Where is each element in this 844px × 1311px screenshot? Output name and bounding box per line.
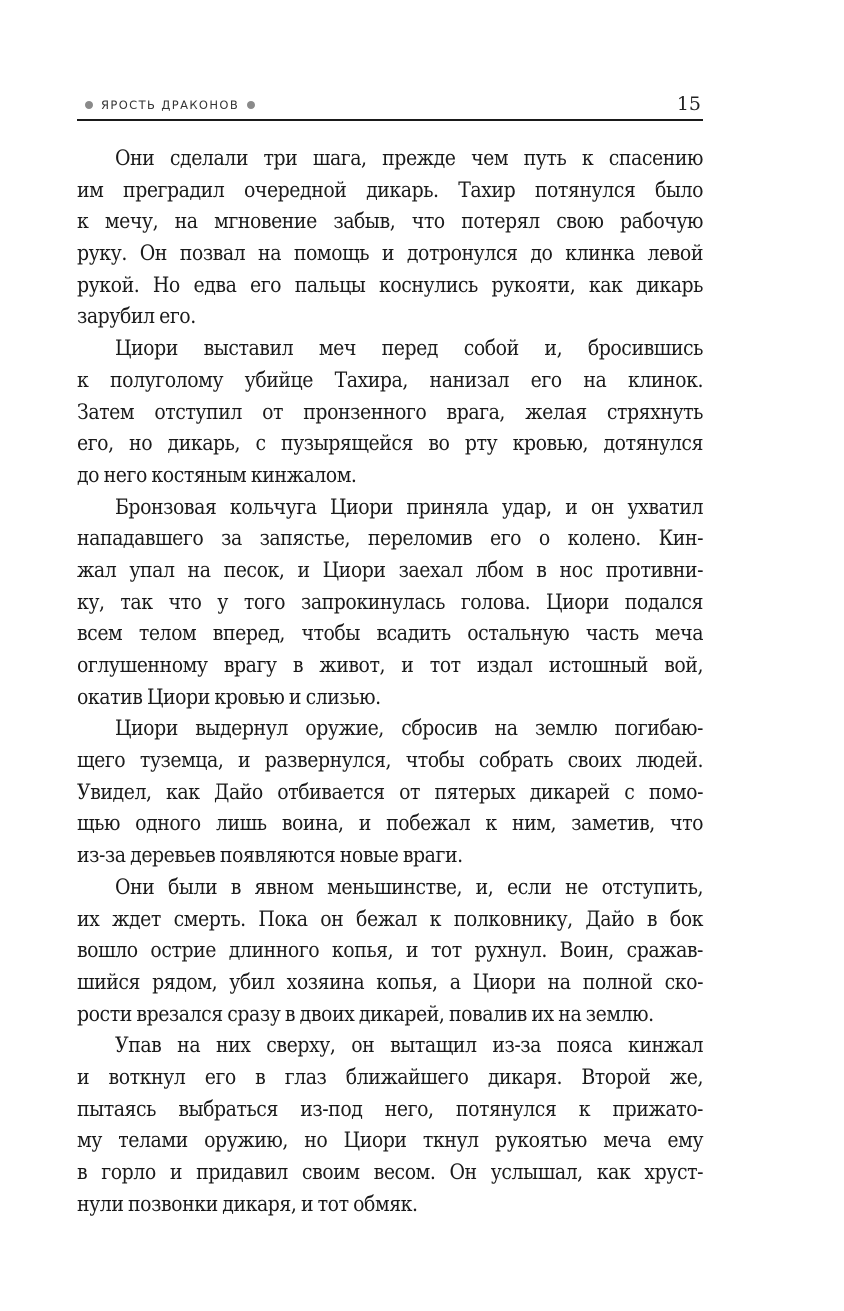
- paragraph: [77, 143, 703, 333]
- text-line: рукой. Но едва его пальцы коснулись рукояти, как дикарь: [77, 272, 703, 297]
- text-line: щью одного лишь воина, и побежал к ним, заметив, что: [77, 811, 703, 836]
- text-line: к мечу, на мгновение забыв, что потерял свою рабочую: [77, 209, 703, 234]
- paragraph: [77, 872, 703, 1030]
- running-header: [77, 92, 703, 118]
- text-line: Увидел, как Дайо отбивается от пятерых дикарей с помо-: [77, 779, 703, 804]
- paragraph: [77, 713, 703, 871]
- text-line: Бронзовая кольчуга Циори приняла удар, и он ухватил: [115, 494, 703, 519]
- text-line: им преградил очередной дикарь. Тахир потянулся было: [77, 177, 703, 202]
- text-line: пытаясь выбраться из-под него, потянулся к прижато-: [77, 1096, 703, 1121]
- text-line: всем телом вперед, чтобы всадить остальную часть меча: [77, 621, 703, 646]
- text-line: его, но дикарь, с пузырящейся во рту кровью, дотянулся: [77, 431, 703, 456]
- text-line: руку. Он позвал на помощь и дотронулся до клинка левой: [77, 241, 703, 266]
- text-line: Циори выставил меч перед собой и, бросившись: [115, 336, 703, 361]
- text-line: Они были в явном меньшинстве, и, если не отступить,: [115, 874, 703, 899]
- book-title: ЯРОСТЬ ДРАКОНОВ: [101, 98, 240, 112]
- text-line: рости врезался сразу в двоих дикарей, повалив их на землю.: [77, 1001, 654, 1026]
- text-line: му телами оружию, но Циори ткнул рукоятью меча ему: [77, 1128, 703, 1153]
- text-line: Упав на них сверху, он вытащил из-за пояса кинжал: [115, 1033, 703, 1058]
- text-line: из-за деревьев появляются новые враги.: [77, 843, 463, 868]
- text-line: их ждет смерть. Пока он бежал к полковнику, Дайо в бок: [77, 906, 703, 931]
- header-title-group: [85, 98, 255, 112]
- text-line: в горло и придавил своим весом. Он услышал, как хруст-: [77, 1160, 703, 1184]
- paragraph: [77, 1030, 703, 1220]
- text-line: шийся рядом, убил хозяина копья, а Циори на полной ско-: [77, 969, 703, 994]
- text-line: и воткнул его в глаз ближайшего дикаря. Второй же,: [77, 1064, 703, 1089]
- text-line: до него костяным кинжалом.: [77, 462, 357, 487]
- text-line: Циори выдернул оружие, сбросив на землю погибаю-: [115, 716, 703, 741]
- paragraph: [77, 492, 703, 714]
- text-line: нападавшего за запястье, переломив его о колено. Кин-: [77, 526, 703, 551]
- bullet-icon: [85, 101, 93, 109]
- text-line: окатив Циори кровью и слизью.: [77, 684, 381, 709]
- text-line: зарубил его.: [77, 304, 196, 329]
- paragraph: [77, 333, 703, 491]
- text-line: Они сделали три шага, прежде чем путь к спасению: [115, 146, 703, 170]
- text-line: жал упал на песок, и Циори заехал лбом в нос противни-: [77, 557, 703, 582]
- page-number: 15: [676, 93, 701, 115]
- text-line: вошло острие длинного копья, и тот рухнул. Воин, сражав-: [77, 938, 703, 963]
- text-line: к полуголому убийце Тахира, нанизал его на клинок.: [77, 367, 703, 392]
- bullet-icon: [247, 101, 255, 109]
- body-text: [77, 143, 703, 1220]
- text-line: Затем отступил от пронзенного врага, желая стряхнуть: [77, 399, 703, 424]
- text-line: нули позвонки дикаря, и тот обмяк.: [77, 1191, 418, 1216]
- header-rule: [77, 119, 703, 121]
- text-line: оглушенному врагу в живот, и тот издал истошный вой,: [77, 653, 703, 677]
- text-line: щего туземца, и развернулся, чтобы собрать своих людей.: [77, 748, 703, 773]
- text-line: ку, так что у того запрокинулась голова. Циори подался: [77, 589, 703, 614]
